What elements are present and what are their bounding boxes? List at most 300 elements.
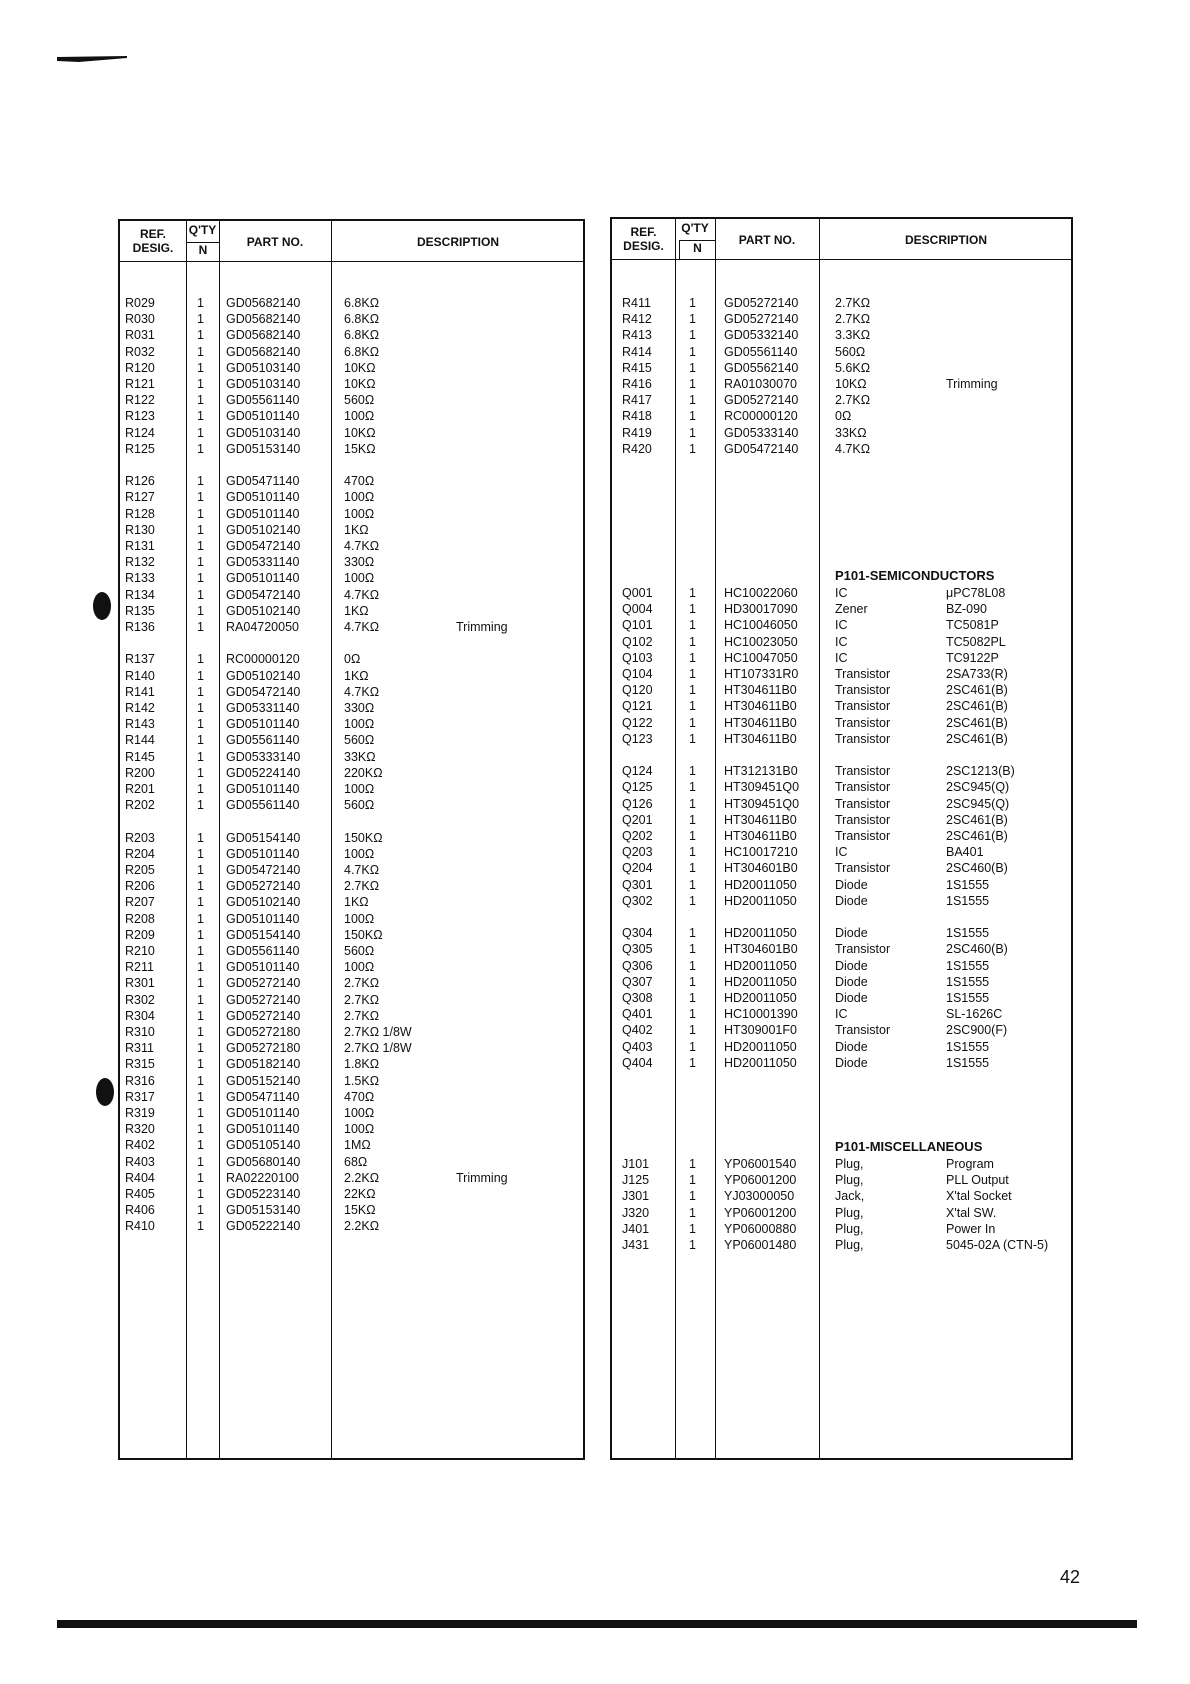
ref-desig: R202 — [125, 798, 155, 813]
part-number: GD05102140 — [226, 895, 301, 910]
description-value: 150KΩ — [344, 927, 383, 942]
ref-desig: J101 — [622, 1157, 650, 1171]
description-value: 33KΩ — [835, 425, 867, 440]
component-type: Transistor — [835, 796, 891, 811]
table-row — [120, 376, 583, 392]
quantity: 1 — [689, 344, 696, 359]
ref-desig: Q203 — [622, 845, 653, 860]
component-model: 2SC900(F) — [946, 1023, 1008, 1038]
part-number: GD05333140 — [724, 425, 799, 440]
ref-desig: R406 — [125, 1203, 155, 1218]
table-row — [612, 1205, 1071, 1221]
part-number: GD05103140 — [226, 360, 301, 375]
description-value: 6.8KΩ — [344, 328, 380, 343]
table-row — [120, 619, 583, 635]
table-row — [120, 1186, 583, 1202]
part-number: GD05561140 — [226, 733, 300, 748]
part-number: GD05222140 — [226, 1219, 301, 1234]
quantity: 1 — [197, 911, 204, 926]
table-row — [612, 877, 1071, 893]
ref-desig: Q125 — [622, 780, 653, 795]
description-note: Trimming — [456, 1170, 508, 1185]
quantity: 1 — [197, 1170, 204, 1185]
description-value: 2.2KΩ — [344, 1219, 380, 1234]
component-type: Transistor — [835, 861, 891, 876]
description-value: 100Ω — [344, 571, 375, 586]
ref-desig: R124 — [125, 425, 155, 440]
quantity: 1 — [689, 893, 696, 908]
table-row — [612, 941, 1071, 957]
table-row — [120, 522, 583, 538]
part-number: YP06000880 — [724, 1221, 797, 1236]
quantity: 1 — [197, 1008, 204, 1023]
part-number: GD05153140 — [226, 1203, 301, 1218]
part-number: GD05682140 — [226, 296, 301, 310]
quantity: 1 — [197, 1057, 204, 1072]
ref-desig: Q121 — [622, 699, 653, 714]
table-row — [120, 1202, 583, 1218]
table-row — [612, 1188, 1071, 1204]
table-row — [120, 311, 583, 327]
quantity: 1 — [197, 1154, 204, 1169]
quantity: 1 — [197, 960, 204, 975]
part-number: HT304611B0 — [724, 812, 797, 827]
component-model: 2SC461(B) — [946, 683, 1008, 698]
description-value: 560Ω — [344, 733, 375, 748]
table-row — [612, 731, 1071, 747]
part-number: HD20011050 — [724, 1039, 797, 1054]
ref-desig: R134 — [125, 587, 155, 602]
component-model: SL-1626C — [946, 1007, 1003, 1022]
part-number: HD20011050 — [724, 1055, 797, 1070]
description-value: 6.8KΩ — [344, 344, 380, 359]
table-row — [612, 893, 1071, 909]
component-model: 1S1555 — [946, 1039, 990, 1054]
table-row — [120, 603, 583, 619]
ref-desig: R126 — [125, 474, 155, 489]
part-number: HC10023050 — [724, 634, 798, 649]
table-row — [120, 943, 583, 959]
table-row — [612, 796, 1071, 812]
quantity: 1 — [197, 1122, 204, 1137]
quantity: 1 — [689, 796, 696, 811]
quantity: 1 — [197, 1106, 204, 1120]
part-number: RA04720050 — [226, 620, 299, 634]
ref-desig: R141 — [125, 684, 155, 699]
quantity: 1 — [197, 587, 204, 602]
component-model: 2SA733(R) — [946, 667, 1008, 681]
part-number: HD30017090 — [724, 602, 798, 617]
component-model: 2SC460(B) — [946, 942, 1008, 957]
description-value: 10KΩ — [344, 425, 376, 440]
ref-desig: Q102 — [622, 634, 653, 649]
header-description: DESCRIPTION — [904, 233, 987, 247]
table-row — [612, 1156, 1071, 1172]
parts-table-left — [118, 219, 585, 1460]
ref-desig: R211 — [125, 960, 154, 975]
component-type: IC — [835, 618, 848, 633]
part-number: GD05561140 — [724, 344, 798, 359]
quantity: 1 — [197, 539, 204, 553]
quantity: 1 — [689, 1205, 696, 1220]
part-number: GD05472140 — [724, 441, 799, 456]
part-number: HT309001F0 — [724, 1023, 797, 1038]
quantity: 1 — [689, 1238, 696, 1252]
header-qty: Q'TY — [188, 223, 217, 237]
quantity: 1 — [197, 441, 204, 456]
ref-desig: R207 — [125, 895, 155, 910]
table-row — [612, 1055, 1071, 1071]
ref-desig: R414 — [622, 344, 652, 359]
ref-desig: R143 — [125, 717, 155, 732]
table-row — [120, 392, 583, 408]
table-row — [120, 1170, 583, 1186]
component-description: X'tal Socket — [946, 1189, 1012, 1204]
quantity: 1 — [197, 393, 204, 408]
table-row — [120, 878, 583, 894]
component-type: Plug, — [835, 1173, 864, 1188]
part-number: GD05471140 — [226, 1089, 300, 1104]
part-number: RC00000120 — [226, 652, 300, 667]
component-type: Diode — [835, 877, 868, 892]
ref-desig: R125 — [125, 441, 155, 456]
component-type: IC — [835, 586, 848, 600]
table-row — [120, 295, 583, 311]
ref-desig: R405 — [125, 1187, 155, 1201]
quantity: 1 — [197, 830, 204, 845]
part-number: HC10017210 — [724, 845, 798, 860]
component-model: 1S1555 — [946, 893, 990, 908]
header-description: DESCRIPTION — [416, 235, 499, 249]
table-row — [120, 975, 583, 991]
description-value: 100Ω — [344, 846, 375, 861]
component-description: 5045-02A (CTN-5) — [946, 1238, 1049, 1252]
quantity: 1 — [197, 571, 204, 586]
description-value: 560Ω — [835, 344, 866, 359]
table-row — [120, 408, 583, 424]
description-value: 470Ω — [344, 474, 375, 489]
table-row — [120, 668, 583, 684]
description-value: 3.3KΩ — [835, 328, 871, 343]
ref-desig: Q124 — [622, 764, 653, 779]
table-row — [612, 311, 1071, 327]
component-model: 2SC461(B) — [946, 731, 1008, 746]
table-row — [612, 650, 1071, 666]
ref-desig: R201 — [125, 782, 155, 796]
part-number: GD05272140 — [724, 296, 799, 310]
table-row — [612, 1006, 1071, 1022]
description-value: 100Ω — [344, 782, 375, 796]
table-row — [612, 634, 1071, 650]
quantity: 1 — [197, 879, 204, 894]
description-value: 1KΩ — [344, 603, 369, 618]
part-number: HT304611B0 — [724, 731, 797, 746]
ref-desig: Q103 — [622, 650, 653, 665]
quantity: 1 — [689, 296, 696, 310]
part-number: GD05272140 — [226, 1008, 301, 1023]
ref-desig: R133 — [125, 571, 155, 586]
quantity: 1 — [689, 829, 696, 843]
component-type: Transistor — [835, 731, 891, 746]
table-row — [120, 1008, 583, 1024]
table-row — [120, 830, 583, 846]
part-number: GD05562140 — [724, 360, 799, 375]
ref-desig: R142 — [125, 701, 155, 715]
ref-desig: R120 — [125, 360, 155, 375]
part-number: GD05102140 — [226, 522, 301, 537]
header-part-no: PART NO. — [246, 235, 304, 249]
part-number: HT309451Q0 — [724, 780, 800, 795]
quantity: 1 — [197, 976, 204, 991]
description-value: 2.7KΩ — [835, 393, 871, 408]
component-type: Diode — [835, 926, 868, 941]
table-row — [120, 1154, 583, 1170]
description-value: 100Ω — [344, 1122, 375, 1137]
ref-desig: R416 — [622, 377, 652, 391]
quantity: 1 — [689, 699, 696, 714]
quantity: 1 — [197, 1219, 204, 1234]
table-row — [120, 554, 583, 570]
table-row — [612, 844, 1071, 860]
quantity: 1 — [197, 1025, 204, 1039]
ref-desig: R411 — [622, 296, 651, 310]
page-number: 42 — [1060, 1567, 1081, 1587]
component-model: 1S1555 — [946, 1055, 990, 1070]
table-row — [612, 617, 1071, 633]
part-number: GD05561140 — [226, 393, 300, 408]
ref-desig: R206 — [125, 879, 155, 894]
quantity: 1 — [689, 409, 696, 424]
part-number: HD20011050 — [724, 974, 797, 989]
component-type: Transistor — [835, 1023, 891, 1038]
part-number: RA02220100 — [226, 1170, 299, 1185]
table-row — [120, 700, 583, 716]
quantity: 1 — [197, 1041, 204, 1056]
quantity: 1 — [689, 393, 696, 408]
table-row — [612, 779, 1071, 795]
ref-desig: Q304 — [622, 926, 653, 941]
component-type: IC — [835, 650, 848, 665]
table-row — [120, 797, 583, 813]
ref-desig: Q101 — [622, 618, 653, 633]
description-value: 68Ω — [344, 1154, 368, 1169]
table-row — [120, 749, 583, 765]
header-qty-unit: N — [186, 242, 220, 262]
bottom-rule — [57, 1620, 1137, 1628]
ref-desig: R031 — [125, 328, 155, 343]
table-row — [612, 974, 1071, 990]
ref-desig: Q308 — [622, 991, 653, 1005]
table-row — [120, 327, 583, 343]
component-type: Plug, — [835, 1221, 864, 1236]
part-number: GD05561140 — [226, 944, 300, 958]
component-description: Program — [946, 1157, 994, 1171]
part-number: YP06001540 — [724, 1157, 797, 1171]
ref-desig: R320 — [125, 1122, 155, 1137]
ref-desig: R030 — [125, 312, 155, 327]
header-part-no: PART NO. — [738, 233, 796, 247]
description-value: 0Ω — [344, 652, 361, 667]
quantity: 1 — [197, 782, 204, 796]
table-row — [120, 441, 583, 457]
table-row — [612, 1022, 1071, 1038]
table-row — [612, 828, 1071, 844]
part-number: RA01030070 — [724, 377, 797, 391]
component-model: TC5082PL — [946, 634, 1006, 649]
ref-desig: R200 — [125, 765, 155, 780]
description-value: 1MΩ — [344, 1138, 371, 1153]
ref-desig: Q404 — [622, 1055, 653, 1070]
part-number: HT304611B0 — [724, 699, 797, 714]
ref-desig: Q307 — [622, 974, 653, 989]
part-number: HC10046050 — [724, 618, 798, 633]
table-row — [612, 441, 1071, 457]
quantity: 1 — [197, 328, 204, 343]
component-type: Diode — [835, 958, 868, 973]
description-value: 33KΩ — [344, 749, 376, 764]
ref-desig: Q004 — [622, 602, 653, 617]
ref-desig: Q302 — [622, 893, 653, 908]
part-number: GD05333140 — [226, 749, 301, 764]
table-row — [612, 408, 1071, 424]
quantity: 1 — [689, 360, 696, 375]
description-value: 2.7KΩ — [344, 879, 380, 894]
ref-desig: R403 — [125, 1154, 155, 1169]
table-row — [120, 489, 583, 505]
part-number: GD05272180 — [226, 1025, 301, 1039]
component-type: Transistor — [835, 829, 891, 843]
ref-desig: R029 — [125, 296, 155, 310]
table-row — [612, 958, 1071, 974]
quantity: 1 — [197, 668, 204, 683]
description-value: 560Ω — [344, 798, 375, 813]
description-value: 15KΩ — [344, 441, 376, 456]
component-type: Transistor — [835, 764, 891, 779]
quantity: 1 — [689, 845, 696, 860]
quantity: 1 — [689, 602, 696, 617]
quantity: 1 — [689, 586, 696, 600]
quantity: 1 — [689, 974, 696, 989]
component-type: Jack, — [835, 1189, 865, 1204]
part-number: GD05561140 — [226, 798, 300, 813]
part-number: GD05105140 — [226, 1138, 301, 1153]
table-row — [612, 295, 1071, 311]
part-number: GD05682140 — [226, 328, 301, 343]
table-row — [612, 425, 1071, 441]
quantity: 1 — [197, 895, 204, 910]
table-row — [612, 763, 1071, 779]
part-number: HT304611B0 — [724, 829, 797, 843]
component-type: Plug, — [835, 1205, 864, 1220]
component-model: BA401 — [946, 845, 984, 860]
table-row — [120, 651, 583, 667]
part-number: GD05272140 — [226, 992, 301, 1007]
component-model: 1S1555 — [946, 974, 990, 989]
part-number: RC00000120 — [724, 409, 798, 424]
corner-mark — [57, 56, 127, 62]
quantity: 1 — [197, 409, 204, 424]
part-number: GD05680140 — [226, 1154, 301, 1169]
description-value: 4.7KΩ — [344, 684, 380, 699]
description-value: 15KΩ — [344, 1203, 376, 1218]
part-number: GD05472140 — [226, 863, 301, 877]
description-value: 2.2KΩ — [344, 1170, 380, 1185]
quantity: 1 — [197, 425, 204, 440]
part-number: HT312131B0 — [724, 764, 798, 779]
part-number: YJ03000050 — [724, 1189, 795, 1204]
part-number: HT309451Q0 — [724, 796, 800, 811]
ref-desig: R402 — [125, 1138, 155, 1153]
quantity: 1 — [689, 764, 696, 779]
ref-desig: R132 — [125, 555, 155, 570]
part-number: GD05102140 — [226, 603, 301, 618]
table-row — [120, 1040, 583, 1056]
table-row — [612, 1172, 1071, 1188]
ref-desig: J320 — [622, 1205, 650, 1220]
part-number: GD05101140 — [226, 490, 300, 505]
part-number: GD05102140 — [226, 668, 301, 683]
quantity: 1 — [197, 1203, 204, 1218]
part-number: GD05154140 — [226, 830, 301, 845]
ref-desig: R205 — [125, 863, 155, 877]
part-number: GD05152140 — [226, 1073, 301, 1088]
description-value: 100Ω — [344, 717, 375, 732]
part-number: GD05472140 — [226, 684, 301, 699]
part-number: GD05101140 — [226, 911, 300, 926]
ref-desig: R413 — [622, 328, 652, 343]
component-type: Transistor — [835, 699, 891, 714]
part-number: GD05103140 — [226, 425, 301, 440]
component-model: 2SC460(B) — [946, 861, 1008, 876]
ref-desig: R123 — [125, 409, 155, 424]
quantity: 1 — [197, 944, 204, 958]
part-number: HD20011050 — [724, 893, 797, 908]
part-number: GD05331140 — [226, 701, 300, 715]
table-row — [120, 927, 583, 943]
table-row — [612, 666, 1071, 682]
part-number: HC10001390 — [724, 1007, 798, 1022]
quantity: 1 — [197, 765, 204, 780]
quantity: 1 — [689, 942, 696, 957]
quantity: 1 — [689, 312, 696, 327]
part-number: HD20011050 — [724, 958, 797, 973]
ref-desig: R130 — [125, 522, 155, 537]
part-number: GD05272140 — [724, 312, 799, 327]
description-value: 100Ω — [344, 506, 375, 521]
description-value: 2.7KΩ — [344, 976, 380, 991]
description-value: 100Ω — [344, 911, 375, 926]
table-row — [612, 860, 1071, 876]
ref-desig: R127 — [125, 490, 155, 505]
ref-desig: R204 — [125, 846, 155, 861]
description-value: 4.7KΩ — [344, 539, 380, 553]
description-value: 2.7KΩ — [344, 1008, 380, 1023]
description-value: 560Ω — [344, 944, 375, 958]
component-model: 1S1555 — [946, 926, 990, 941]
table-row — [120, 781, 583, 797]
quantity: 1 — [197, 1187, 204, 1201]
table-row — [120, 344, 583, 360]
part-number: GD05472140 — [226, 587, 301, 602]
table-row — [120, 570, 583, 586]
table-row — [612, 360, 1071, 376]
part-number: HC10047050 — [724, 650, 798, 665]
description-value: 2.7KΩ — [835, 312, 871, 327]
part-number: HT107331R0 — [724, 667, 799, 681]
ref-desig: Q201 — [622, 812, 653, 827]
miscellaneous-section-title: P101-MISCELLANEOUS — [835, 1139, 983, 1154]
part-number: HT304611B0 — [724, 683, 797, 698]
